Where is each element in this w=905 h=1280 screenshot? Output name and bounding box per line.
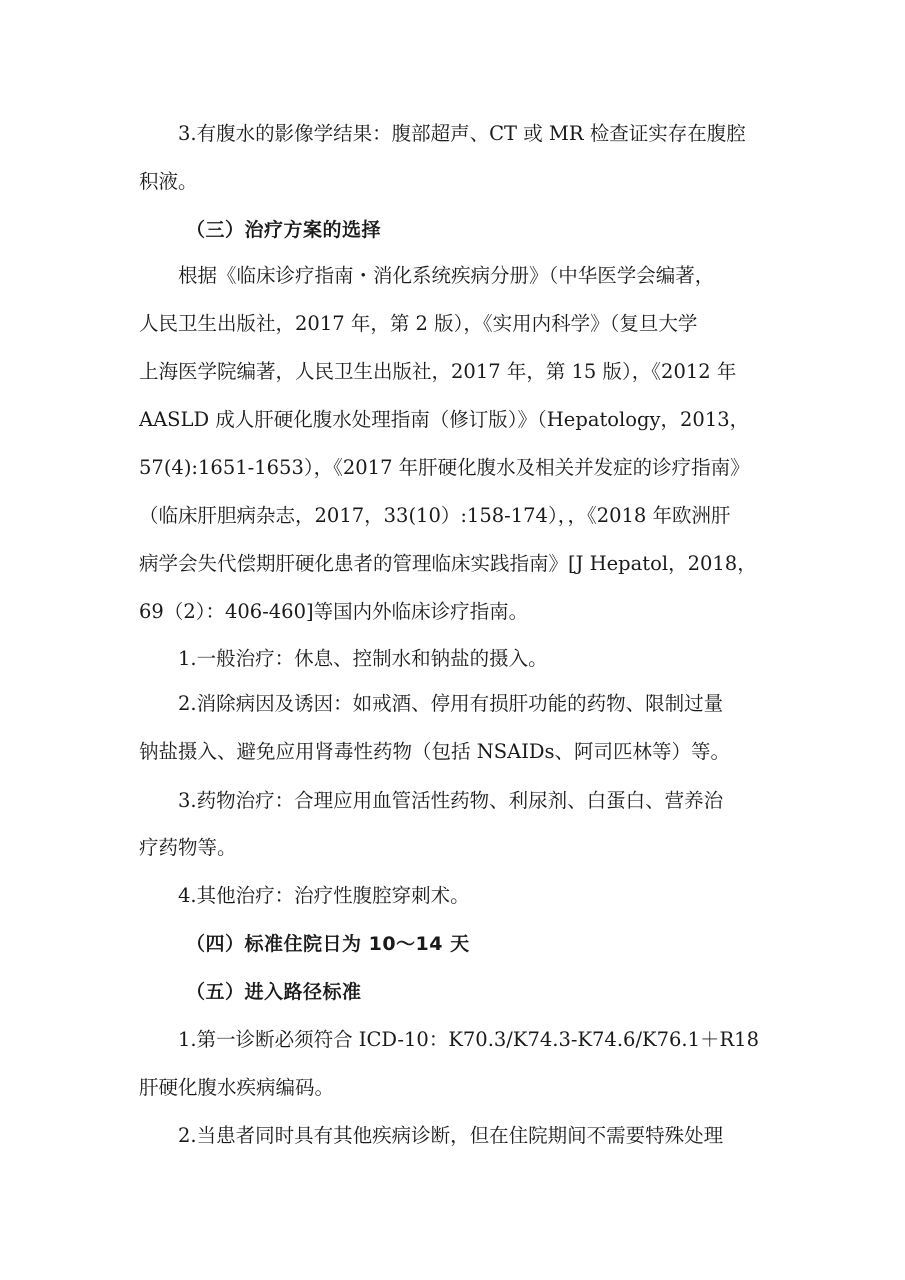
paragraph-line: 钠盐摄入、避免应用肾毒性药物（包括 NSAIDs、阿司匹林等）等。 [139,740,731,763]
paragraph-line: 疗药物等。 [139,836,237,859]
section-heading: （四）标准住院日为 10～14 天 [186,933,470,955]
list-item-line: 2.当患者同时具有其他疾病诊断，但在住院期间不需要特殊处理 [178,1124,724,1147]
list-item-line: 1.第一诊断必须符合 ICD-10：K70.3/K74.3-K74.6/K76.1＋R18 [178,1028,759,1051]
paragraph-line: AASLD 成人肝硬化腹水处理指南（修订版）》（Hepatology，2013， [139,408,750,431]
paragraph-line: （临床肝胆病杂志，2017，33(10）:158-174），，《2018 年欧洲肝 [139,504,731,527]
list-item-line: 4.其他治疗：治疗性腹腔穿刺术。 [178,884,470,907]
list-item-line: 2.消除病因及诱因：如戒酒、停用有损肝功能的药物、限制过量 [178,692,724,715]
paragraph-line: 积液。 [139,170,198,193]
paragraph-line: 69（2）：406-460]等国内外临床诊疗指南。 [139,600,529,623]
paragraph-line: 人民卫生出版社，2017 年，第 2 版），《实用内科学》（复旦大学 [139,312,698,335]
list-item-line: 3.药物治疗：合理应用血管活性药物、利尿剂、白蛋白、营养治 [178,789,724,812]
paragraph-line: 肝硬化腹水疾病编码。 [139,1076,335,1099]
list-item-line: 1.一般治疗：休息、控制水和钠盐的摄入。 [178,647,548,670]
section-heading: （五）进入路径标准 [186,981,362,1003]
paragraph-line: 3.有腹水的影像学结果：腹部超声、CT 或 MR 检查证实存在腹腔 [178,122,746,145]
paragraph-line: 病学会失代偿期肝硬化患者的管理临床实践指南》[J Hepatol，2018， [139,552,757,575]
paragraph-line: 上海医学院编著，人民卫生出版社，2017 年，第 15 版），《2012 年 [139,360,737,383]
section-heading: （三）治疗方案的选择 [186,219,382,241]
paragraph-line: 57(4):1651-1653），《2017 年肝硬化腹水及相关并发症的诊疗指南》 [139,456,750,479]
paragraph-line: 根据《临床诊疗指南・消化系统疾病分册》（中华医学会编著， [178,264,715,287]
